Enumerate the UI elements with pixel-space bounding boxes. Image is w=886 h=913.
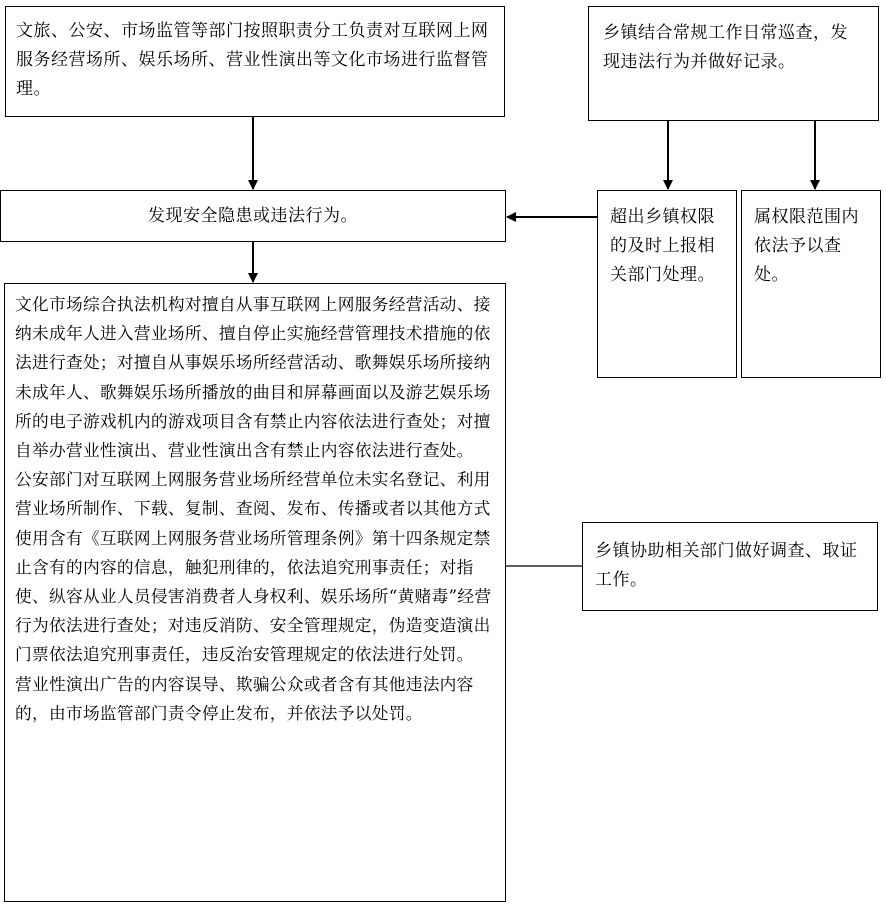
within-authority-box (741, 190, 881, 378)
discover-violation-text: 发现安全隐患或违法行为。 (148, 206, 358, 226)
market-supervision-paragraph: 营业性演出广告的内容误导、欺骗公众或者含有其他违法内容的，由市场监管部门责令停止发布，并依法予以处罚。 (15, 673, 474, 723)
discover-violation-box (0, 190, 506, 242)
township-patrol-box (588, 6, 879, 121)
public-security-paragraph: 公安部门对互联网上网服务营业场所经营单位未实名登记、利用营业场所制作、下载、复制、查阅、发布、传播或者以其他方式使用含有《互联网上网服务营业场所管理条例》第十四条规定禁止含有的内容的信息，触犯刑律的，依法追究刑事责任；对指使、纵容从业人员侵害消费者人身权利、娱乐场所“黄赌毒”经营行为依法进行查处；对违反消防、安全管理规定，伪造变造演出门票依法追究刑事责任，违反治安管理规定的依法进行处罚。 (15, 469, 492, 665)
departments-supervision-text: 文旅、公安、市场监管等部门按照职责分工负责对互联网上网服务经营场所、娱乐场所、营业性演出等文化市场进行监督管理。 (16, 21, 489, 99)
culture-enforcement-paragraph: 文化市场综合执法机构对擅自从事互联网上网服务经营活动、接纳未成年人进入营业场所、擅自停止实施经营管理技术措施的依法进行查处；对擅自从事娱乐场所经营活动、歌舞娱乐场所接纳未成年人、歌舞娱乐场所播放的曲目和屏幕画面以及游艺娱乐场所的电子游戏机内的游戏项目含有禁止内容依法进行查处；对擅自举办营业性演出、营业性演出含有禁止内容依法进行查处。 (15, 294, 491, 461)
township-patrol-text: 乡镇结合常规工作日常巡查，发现违法行为并做好记录。 (603, 23, 848, 72)
departments-supervision-box (5, 6, 505, 117)
within-authority-text: 属权限范围内依法予以查处。 (754, 207, 859, 285)
enforcement-details-box (4, 283, 506, 902)
beyond-authority-text: 超出乡镇权限的及时上报相关部门处理。 (610, 207, 715, 285)
beyond-authority-box (597, 190, 737, 378)
township-assist-text: 乡镇协助相关部门做好调查、取证工作。 (595, 541, 858, 590)
township-assist-box (582, 522, 878, 611)
